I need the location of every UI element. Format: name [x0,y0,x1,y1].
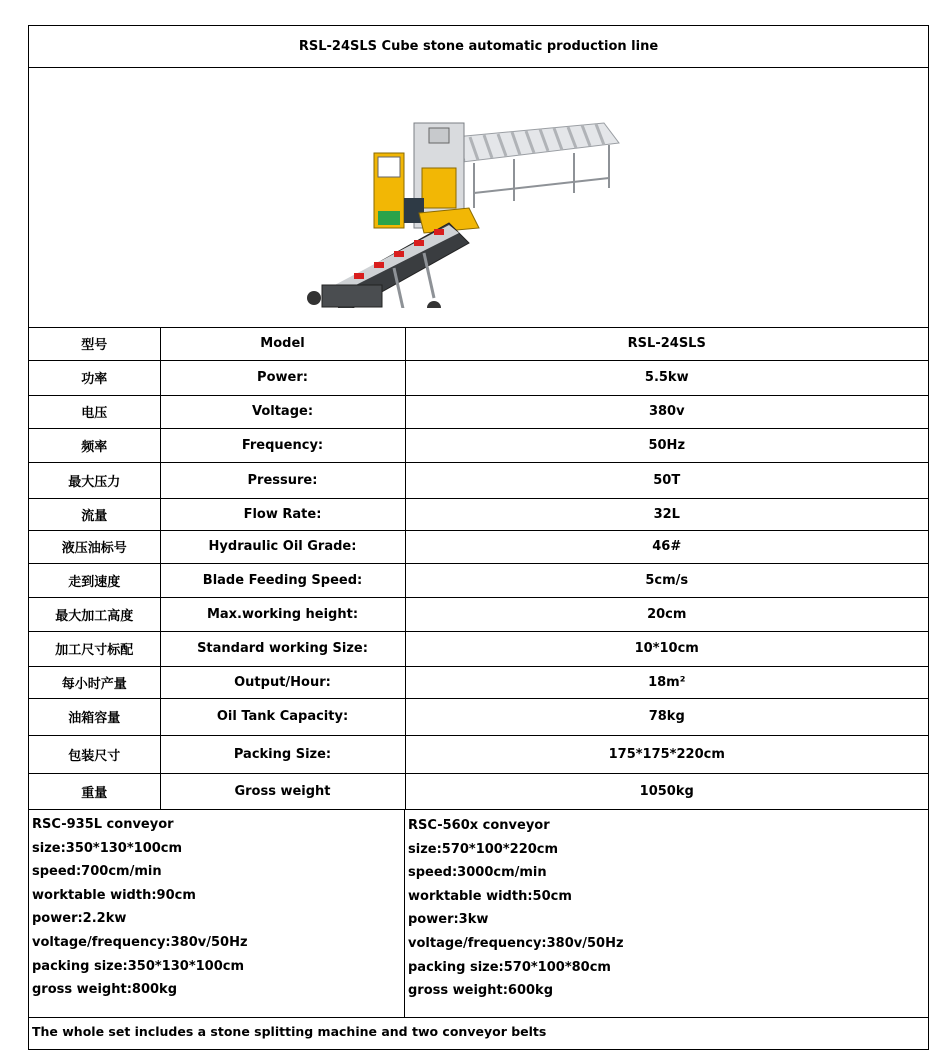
spec-cn: 型号 [29,327,160,360]
table-row [29,666,928,698]
table-row [29,735,928,773]
conveyor-line: power:2.2kw [32,911,127,927]
spec-cn: 最大压力 [29,462,160,498]
table-row [29,462,928,498]
spec-cn: 加工尺寸标配 [29,631,160,666]
table-row [29,327,928,360]
conveyor-line: power:3kw [408,912,489,928]
spec-value: 78kg [405,698,928,735]
spec-value: 380v [405,395,928,428]
spec-sheet [28,25,929,1050]
conveyor-line: voltage/frequency:380v/50Hz [32,934,248,950]
roller-conveyor [444,123,619,208]
spec-value: RSL-24SLS [405,327,928,360]
spec-value: 18m² [405,666,928,698]
spec-en: Blade Feeding Speed: [160,563,405,597]
spec-cn: 液压油标号 [29,530,160,563]
conveyor-line: packing size:570*100*80cm [408,959,611,975]
conveyor-line: RSC-935L conveyor [32,817,174,832]
conveyor-line: RSC-560x conveyor [408,818,550,833]
spec-value: 32L [405,498,928,530]
conveyor-line: voltage/frequency:380v/50Hz [408,935,624,951]
table-row [29,597,928,631]
spec-en: Output/Hour: [160,666,405,698]
spec-en: Standard working Size: [160,631,405,666]
conveyor-line: size:350*130*100cm [32,840,183,856]
conveyor-line: worktable width:90cm [32,887,196,903]
conveyor-line: speed:700cm/min [32,864,162,880]
spec-value: 5.5kw [405,360,928,395]
spec-cn: 包装尺寸 [29,735,160,773]
spec-en: Power: [160,360,405,395]
conveyor-left-specs [29,809,405,1017]
spec-en: Flow Rate: [160,498,405,530]
spec-cn: 功率 [29,360,160,395]
table-row [29,428,928,462]
conveyor-line: packing size:350*130*100cm [32,958,245,974]
table-row [29,530,928,563]
spec-en: Voltage: [160,395,405,428]
spec-en: Frequency: [160,428,405,462]
document-title: RSL-24SLS Cube stone automatic production line [29,26,928,68]
spec-cn: 电压 [29,395,160,428]
table-row [29,360,928,395]
spec-en: Pressure: [160,462,405,498]
spec-en: Gross weight [160,773,405,809]
spec-cn: 每小时产量 [29,666,160,698]
spec-cn: 重量 [29,773,160,809]
belt-conveyor [307,223,469,308]
conveyor-line: worktable width:50cm [408,888,572,904]
spec-value: 175*175*220cm [405,735,928,773]
spec-cn: 油箱容量 [29,698,160,735]
conveyor-section [29,809,928,1018]
footer-note: The whole set includes a stone splitting machine and two conveyor belts [32,1024,547,1039]
table-row [29,698,928,735]
spec-value: 20cm [405,597,928,631]
spec-value: 1050kg [405,773,928,809]
table-row [29,498,928,530]
spec-value: 50T [405,462,928,498]
spec-en: Hydraulic Oil Grade: [160,530,405,563]
product-image-cell [29,67,928,328]
spec-value: 46# [405,530,928,563]
conveyor-right-specs [405,809,928,1017]
table-row [29,395,928,428]
spec-en: Model [160,327,405,360]
spec-table [29,327,928,810]
conveyor-line: size:570*100*220cm [408,841,559,857]
spec-en: Oil Tank Capacity: [160,698,405,735]
table-row [29,563,928,597]
conveyor-line: gross weight:600kg [408,983,553,999]
table-row [29,773,928,809]
spec-en: Packing Size: [160,735,405,773]
spec-cn: 走到速度 [29,563,160,597]
production-line-illustration [274,83,644,308]
spec-value: 50Hz [405,428,928,462]
spec-en: Max.working height: [160,597,405,631]
spec-cn: 最大加工高度 [29,597,160,631]
spec-value: 10*10cm [405,631,928,666]
spec-cn: 流量 [29,498,160,530]
spec-value: 5cm/s [405,563,928,597]
conveyor-line: speed:3000cm/min [408,865,547,881]
conveyor-line: gross weight:800kg [32,982,177,998]
table-row [29,631,928,666]
spec-cn: 频率 [29,428,160,462]
